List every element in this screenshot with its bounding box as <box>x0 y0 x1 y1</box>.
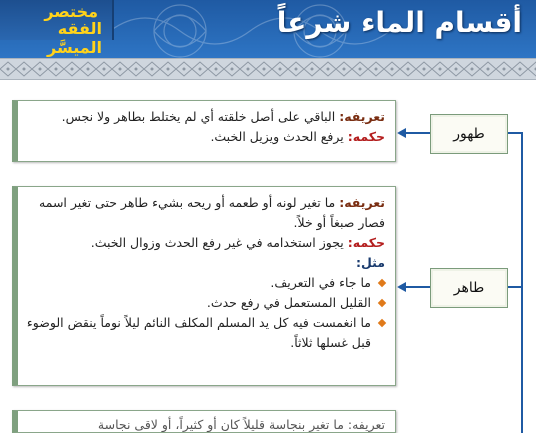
list-item: ما انغمست فيه كل يد المسلم المكلف النائم ليلاً نوماً ينقض الوضوء قبل غسلها ثلاثاً. <box>26 313 385 353</box>
header-bar <box>0 0 536 62</box>
ruling-label: حكمه: <box>347 235 385 250</box>
list-item: القليل المستعمل في رفع حدث. <box>26 293 385 313</box>
badge-line-2: الفقه الميسَّر <box>47 19 102 57</box>
panel-tahir <box>12 186 396 386</box>
partial-text: تعريفه: ما تغير بنجاسة قليلاً كان أو كثيراً، أو لاقى نجاسة <box>97 417 385 432</box>
definition-text: ما تغير لونه أو طعمه أو ريحه بشيء طاهر حتى تغير اسمه فصار صبغاً أو خلاً. <box>39 195 385 230</box>
ruling-line <box>26 127 385 147</box>
badge-line-1: مختصر <box>44 2 98 21</box>
arrow-head-1 <box>397 128 406 138</box>
bullet-diamond-icon <box>378 299 386 307</box>
node-tahir[interactable]: طاهر <box>430 268 508 308</box>
definition-line <box>26 107 385 127</box>
arrow-line-2 <box>405 286 430 288</box>
bullet-diamond-icon <box>378 279 386 287</box>
definition-text: الباقي على أصل خلقته أي لم يختلط بطاهر ولا نجس. <box>61 109 340 124</box>
ruling-label: حكمه: <box>347 129 385 144</box>
examples-label: مثل: <box>356 255 385 270</box>
panel-najis-partial <box>12 410 396 433</box>
definition-label: تعريفه: <box>339 195 385 210</box>
arrow-head-2 <box>397 282 406 292</box>
bullet-diamond-icon <box>378 319 386 327</box>
ruling-text: يجوز استخدامه في غير رفع الحدث وزوال الخبث. <box>90 235 348 250</box>
connector-top-node <box>506 132 523 134</box>
vertical-connector <box>521 132 523 433</box>
arrow-line-1 <box>405 132 430 134</box>
definition-line <box>26 193 385 233</box>
examples-list <box>26 273 385 353</box>
definition-label: تعريفه: <box>339 109 385 124</box>
panel-tahur <box>12 100 396 162</box>
node-tahur[interactable]: طهور <box>430 114 508 154</box>
book-badge <box>0 0 114 57</box>
decorative-band <box>0 58 536 80</box>
ruling-line <box>26 233 385 253</box>
list-item: ما جاء في التعريف. <box>26 273 385 293</box>
page-title: أقسام الماء شرعاً <box>276 6 522 39</box>
ruling-text: يرفع الحدث ويزيل الخبث. <box>210 129 348 144</box>
connector-second-node <box>506 286 523 288</box>
